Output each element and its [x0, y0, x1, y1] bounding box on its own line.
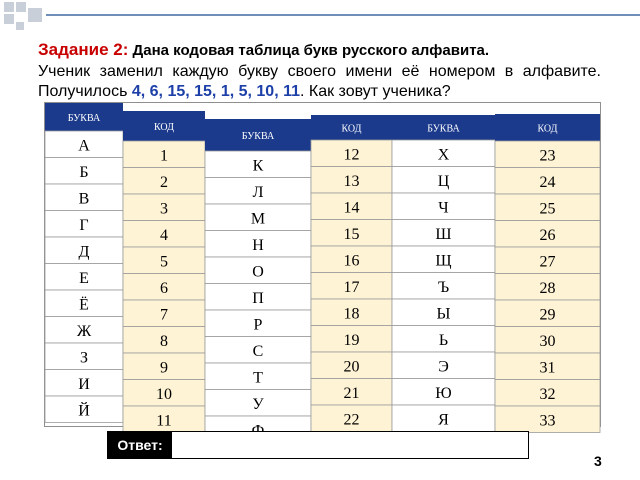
code-value: 18	[343, 305, 360, 323]
code-value: 22	[343, 411, 360, 429]
letter-value: И	[78, 375, 90, 393]
letter-value: Ж	[76, 322, 92, 340]
task-heading	[38, 40, 604, 60]
code-value: 5	[160, 253, 168, 271]
page-number: 3	[594, 453, 602, 469]
code-value: 14	[343, 199, 360, 217]
code-value: 2	[160, 173, 168, 191]
column-header: КОД	[154, 122, 174, 133]
letter-value: Й	[78, 402, 90, 420]
code-value: 19	[343, 331, 360, 349]
code-value: 6	[160, 279, 168, 297]
code-value: 16	[343, 252, 360, 270]
decorative-squares	[0, 0, 60, 40]
letter-value: Ы	[436, 305, 451, 323]
letter-value: П	[252, 289, 264, 307]
code-value: 24	[539, 173, 556, 191]
letter-value: М	[250, 210, 266, 228]
code-value: 13	[343, 172, 360, 190]
task-title: Дана кодовая таблица букв русского алфавита.	[132, 42, 490, 59]
task-label: Задание 2:	[38, 40, 129, 59]
code-value: 32	[539, 385, 556, 403]
letter-value: Ъ	[437, 278, 450, 296]
letter-value: Ч	[438, 199, 449, 217]
code-value: 31	[539, 359, 556, 377]
column-header: БУКВА	[241, 131, 275, 142]
letter-value: Е	[79, 269, 89, 287]
letter-value: З	[79, 349, 89, 367]
letter-value: Х	[437, 146, 450, 164]
letter-value: Л	[252, 183, 264, 201]
column-header: БУКВА	[67, 113, 101, 124]
letter-value: Щ	[435, 252, 452, 270]
letter-value: Э	[438, 358, 449, 376]
answer-label: Ответ:	[108, 432, 172, 458]
letter-value: Я	[438, 411, 449, 429]
letter-value: Ш	[435, 225, 452, 243]
column-header: КОД	[537, 123, 558, 135]
code-value: 7	[160, 306, 168, 324]
letter-value: Т	[253, 369, 263, 387]
code-value: 26	[539, 226, 556, 244]
code-value: 21	[343, 384, 360, 402]
code-value: 17	[343, 278, 360, 296]
letter-value: К	[252, 157, 264, 175]
code-value: 4	[160, 226, 168, 244]
letter-value: Н	[252, 236, 264, 254]
task-text-after: . Как зовут ученика?	[300, 83, 451, 100]
code-value: 8	[160, 332, 168, 350]
letter-value: Р	[253, 316, 263, 334]
answer-box[interactable]	[107, 431, 529, 459]
code-value: 12	[343, 146, 360, 164]
letter-value: А	[78, 137, 90, 155]
code-value: 1	[160, 147, 168, 165]
letter-value: С	[252, 342, 264, 360]
code-value: 30	[539, 332, 556, 350]
task-text	[38, 62, 601, 102]
code-value: 15	[343, 225, 360, 243]
letter-value: Ё	[79, 296, 89, 314]
header-rule	[46, 14, 640, 16]
letter-value: Ь	[438, 331, 449, 349]
letter-value: У	[252, 395, 264, 413]
code-value: 29	[539, 306, 556, 324]
code-value: 23	[539, 147, 556, 165]
column-header: БУКВА	[427, 123, 460, 135]
code-value: 3	[160, 200, 168, 218]
task-text-before: Ученик заменил каждую букву своего имени её номером в алфавите. Получилось	[38, 63, 601, 100]
letter-value: О	[252, 263, 264, 281]
code-table	[44, 102, 601, 430]
code-value: 11	[156, 412, 172, 430]
column-header: КОД	[341, 123, 362, 135]
task-codes: 4, 6, 15, 15, 1, 5, 10, 11	[131, 83, 300, 100]
code-value: 33	[539, 412, 556, 430]
code-value: 28	[539, 279, 556, 297]
letter-value: Ю	[435, 384, 452, 402]
code-value: 25	[539, 200, 556, 218]
code-value: 10	[156, 385, 172, 403]
letter-value: Г	[79, 216, 89, 234]
letter-value: В	[78, 190, 90, 208]
letter-value: Д	[78, 243, 90, 261]
code-value: 20	[343, 358, 360, 376]
letter-value: Ц	[437, 172, 450, 190]
letter-value: Б	[79, 163, 89, 181]
code-value: 9	[160, 359, 168, 377]
code-value: 27	[539, 253, 556, 271]
code-table-graphic	[45, 103, 600, 430]
